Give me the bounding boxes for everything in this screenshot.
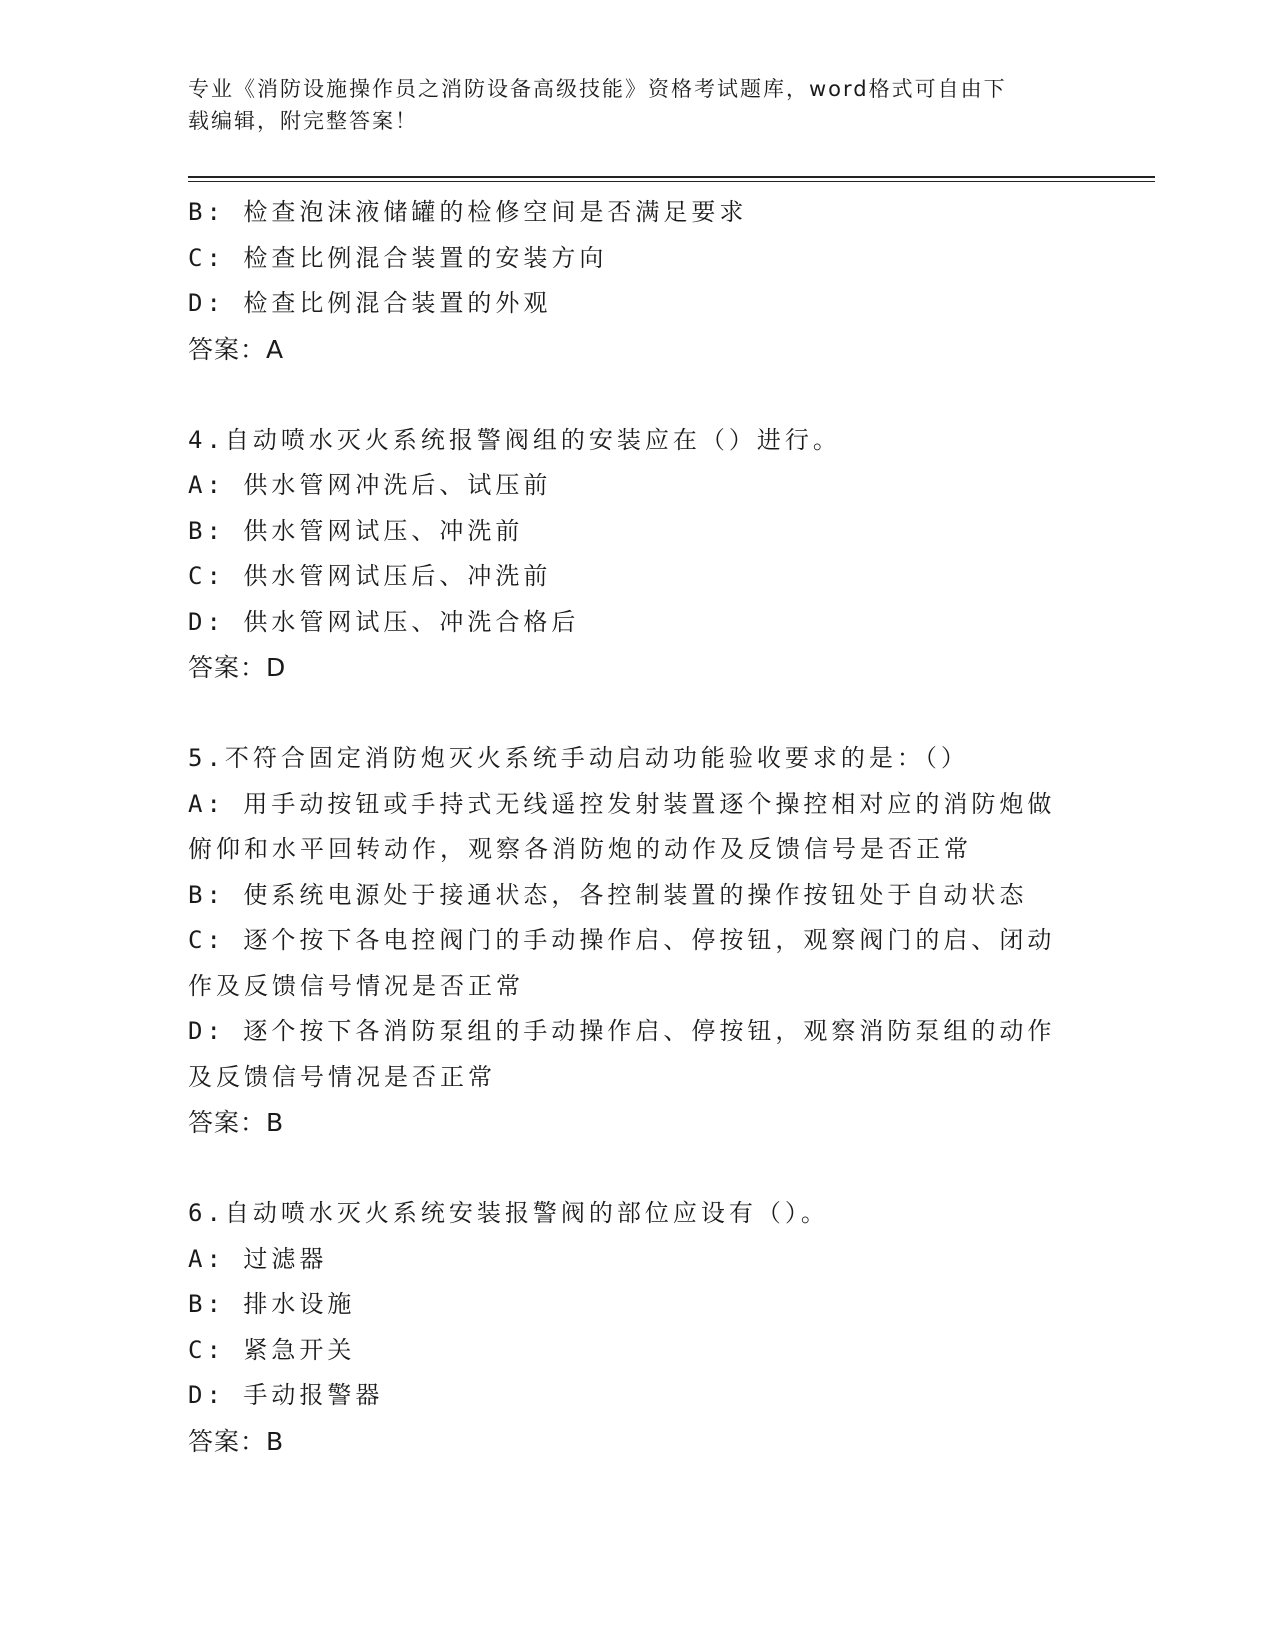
question-4 bbox=[188, 418, 1088, 691]
q6-option-d: D: 手动报警器 bbox=[188, 1381, 384, 1409]
q4-option-d: D: 供水管网试压、冲洗合格后 bbox=[188, 607, 580, 636]
q3-option-b: B: 检查泡沫液储罐的检修空间是否满足要求 bbox=[188, 198, 748, 226]
header-divider-thick bbox=[188, 176, 1155, 178]
q3-option-d: D: 检查比例混合装置的外观 bbox=[188, 289, 552, 317]
q4-stem: 4.自动喷水灭火系统报警阀组的安装应在（）进行。 bbox=[188, 425, 841, 454]
header-line-2: 载编辑，附完整答案！ bbox=[188, 109, 418, 133]
q6-option-a: A: 过滤器 bbox=[188, 1244, 328, 1273]
q5-option-d-line-1: D: 逐个按下各消防泵组的手动操作启、停按钮，观察消防泵组的动作 bbox=[188, 1017, 1056, 1045]
q5-option-a-line-1: A: 用手动按钮或手持式无线遥控发射装置逐个操控相对应的消防炮做 bbox=[188, 789, 1056, 818]
q5-stem: 5.不符合固定消防炮灭火系统手动启动功能验收要求的是：（） bbox=[188, 744, 969, 772]
q3-answer: 答案：A bbox=[188, 334, 285, 364]
q5-option-a-line-2: 俯仰和水平回转动作，观察各消防炮的动作及反馈信号是否正常 bbox=[188, 835, 972, 863]
q3-option-c: C: 检查比例混合装置的安装方向 bbox=[188, 243, 608, 272]
header-line-1: 专业《消防设施操作员之消防设备高级技能》资格考试题库，word格式可自由下 bbox=[188, 77, 1007, 101]
q4-answer: 答案：D bbox=[188, 653, 287, 682]
question-6 bbox=[188, 1191, 1088, 1464]
question-3 bbox=[188, 190, 1088, 372]
spacer bbox=[188, 1146, 1088, 1192]
q6-option-c: C: 紧急开关 bbox=[188, 1335, 356, 1364]
question-5 bbox=[188, 736, 1088, 1146]
document-header bbox=[188, 73, 1088, 137]
q6-answer: 答案：B bbox=[188, 1426, 285, 1456]
q5-option-b: B: 使系统电源处于接通状态，各控制装置的操作按钮处于自动状态 bbox=[188, 880, 1028, 909]
header-divider-thin bbox=[188, 181, 1155, 182]
spacer bbox=[188, 691, 1088, 737]
spacer bbox=[188, 372, 1088, 418]
q6-option-b: B: 排水设施 bbox=[188, 1290, 356, 1318]
q5-option-d-line-2: 及反馈信号情况是否正常 bbox=[188, 1062, 496, 1091]
q5-answer: 答案：B bbox=[188, 1108, 285, 1137]
q4-option-c: C: 供水管网试压后、冲洗前 bbox=[188, 562, 552, 590]
q6-stem: 6.自动喷水灭火系统安装报警阀的部位应设有（）。 bbox=[188, 1199, 829, 1227]
question-content bbox=[188, 190, 1088, 1464]
q4-option-a: A: 供水管网冲洗后、试压前 bbox=[188, 471, 552, 499]
q5-option-c-line-2: 作及反馈信号情况是否正常 bbox=[188, 971, 524, 1000]
q4-option-b: B: 供水管网试压、冲洗前 bbox=[188, 516, 524, 545]
q5-option-c-line-1: C: 逐个按下各电控阀门的手动操作启、停按钮，观察阀门的启、闭动 bbox=[188, 926, 1056, 954]
